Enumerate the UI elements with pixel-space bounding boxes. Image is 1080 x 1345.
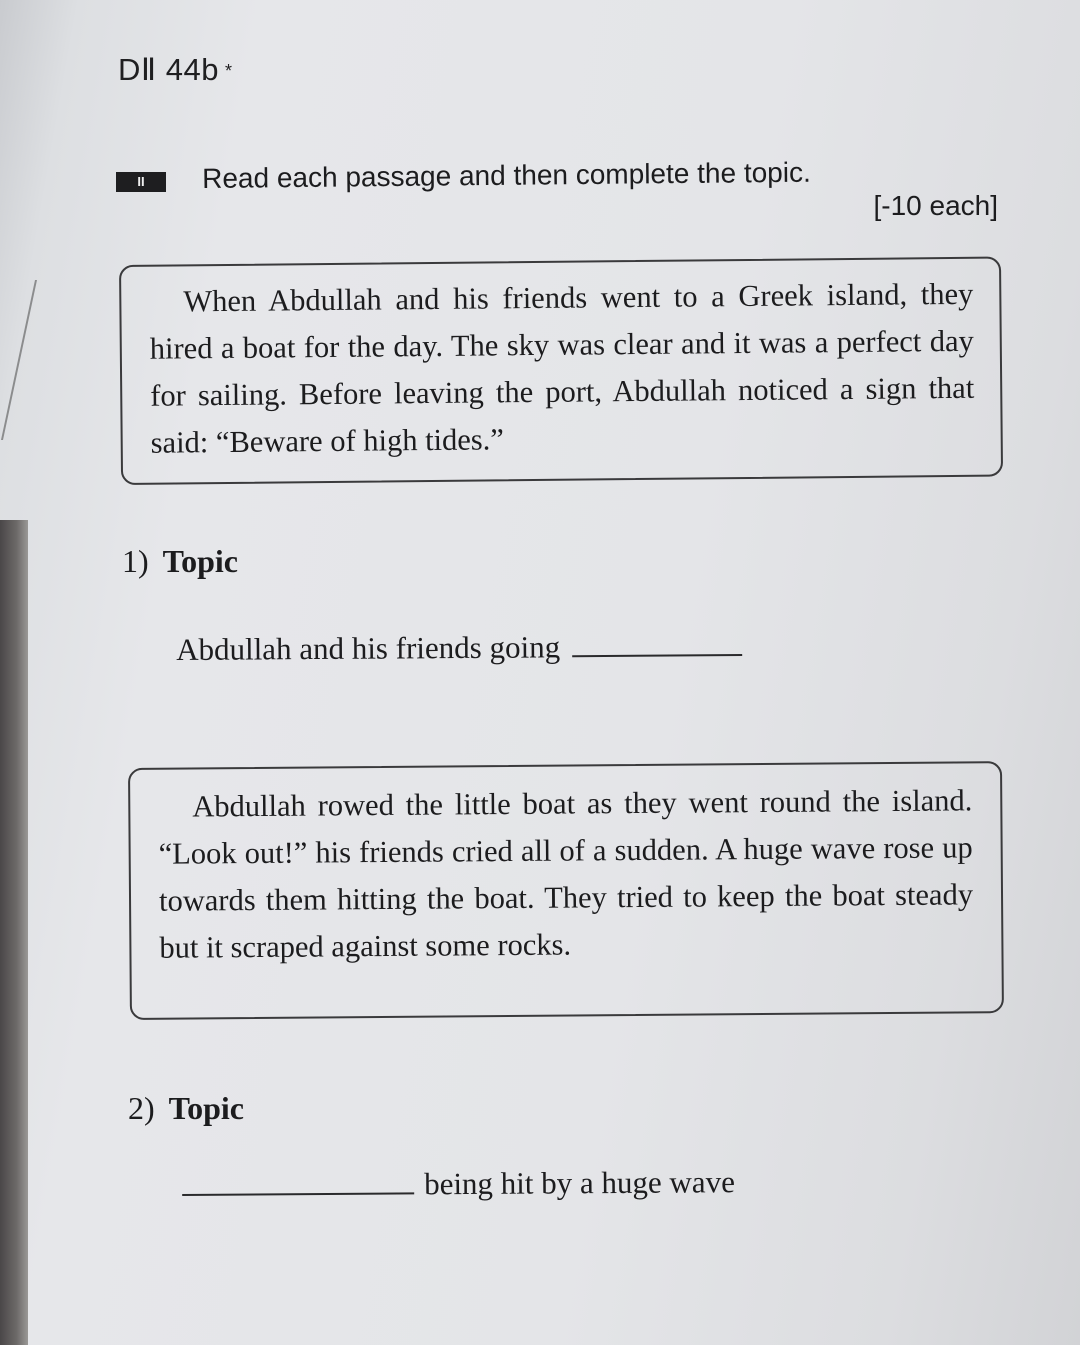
- desk-background-edge: [0, 520, 28, 1345]
- desk-background-edge-top: [0, 280, 37, 440]
- points-label: [-10 each]: [873, 190, 998, 221]
- passage-text-2: Abdullah rowed the little boat as they went round the island. “Look out!” his friends cried all of a sudden. A huge wave rose up towards them hitting the boat. They tried to keep the boat steady but it scraped against some rocks.: [158, 783, 974, 965]
- passage-box-2: [128, 761, 1004, 1020]
- page-code: [118, 52, 233, 88]
- passage-text-1: When Abdullah and his friends went to a Greek island, they hired a boat for the day. The sky was clear and it was a perfect day for sailing. Before leaving the port, Abdullah noticed a sign that said: “Beware of high tides.”: [149, 276, 975, 460]
- topic-heading-1: [122, 543, 238, 580]
- topic-answer-2: [182, 1164, 735, 1204]
- topic-number: 1): [122, 543, 149, 579]
- topic-heading-2: [128, 1090, 244, 1127]
- answer-blank[interactable]: [572, 628, 742, 657]
- topic-answer-1: [176, 628, 742, 668]
- section-instruction: Read each passage and then complete the topic.: [202, 156, 811, 194]
- section-number-badge: II: [116, 172, 166, 192]
- answer-blank[interactable]: [182, 1166, 414, 1196]
- page-code-text: DⅡ 44b: [118, 52, 219, 87]
- topic-answer-text: being hit by a huge wave: [423, 1164, 736, 1202]
- star-icon: *: [224, 61, 233, 82]
- topic-label: Topic: [162, 543, 238, 579]
- topic-label: Topic: [168, 1090, 244, 1126]
- passage-box-1: [119, 257, 1003, 485]
- topic-answer-text: Abdullah and his friends going: [176, 629, 561, 667]
- topic-number: 2): [128, 1090, 155, 1126]
